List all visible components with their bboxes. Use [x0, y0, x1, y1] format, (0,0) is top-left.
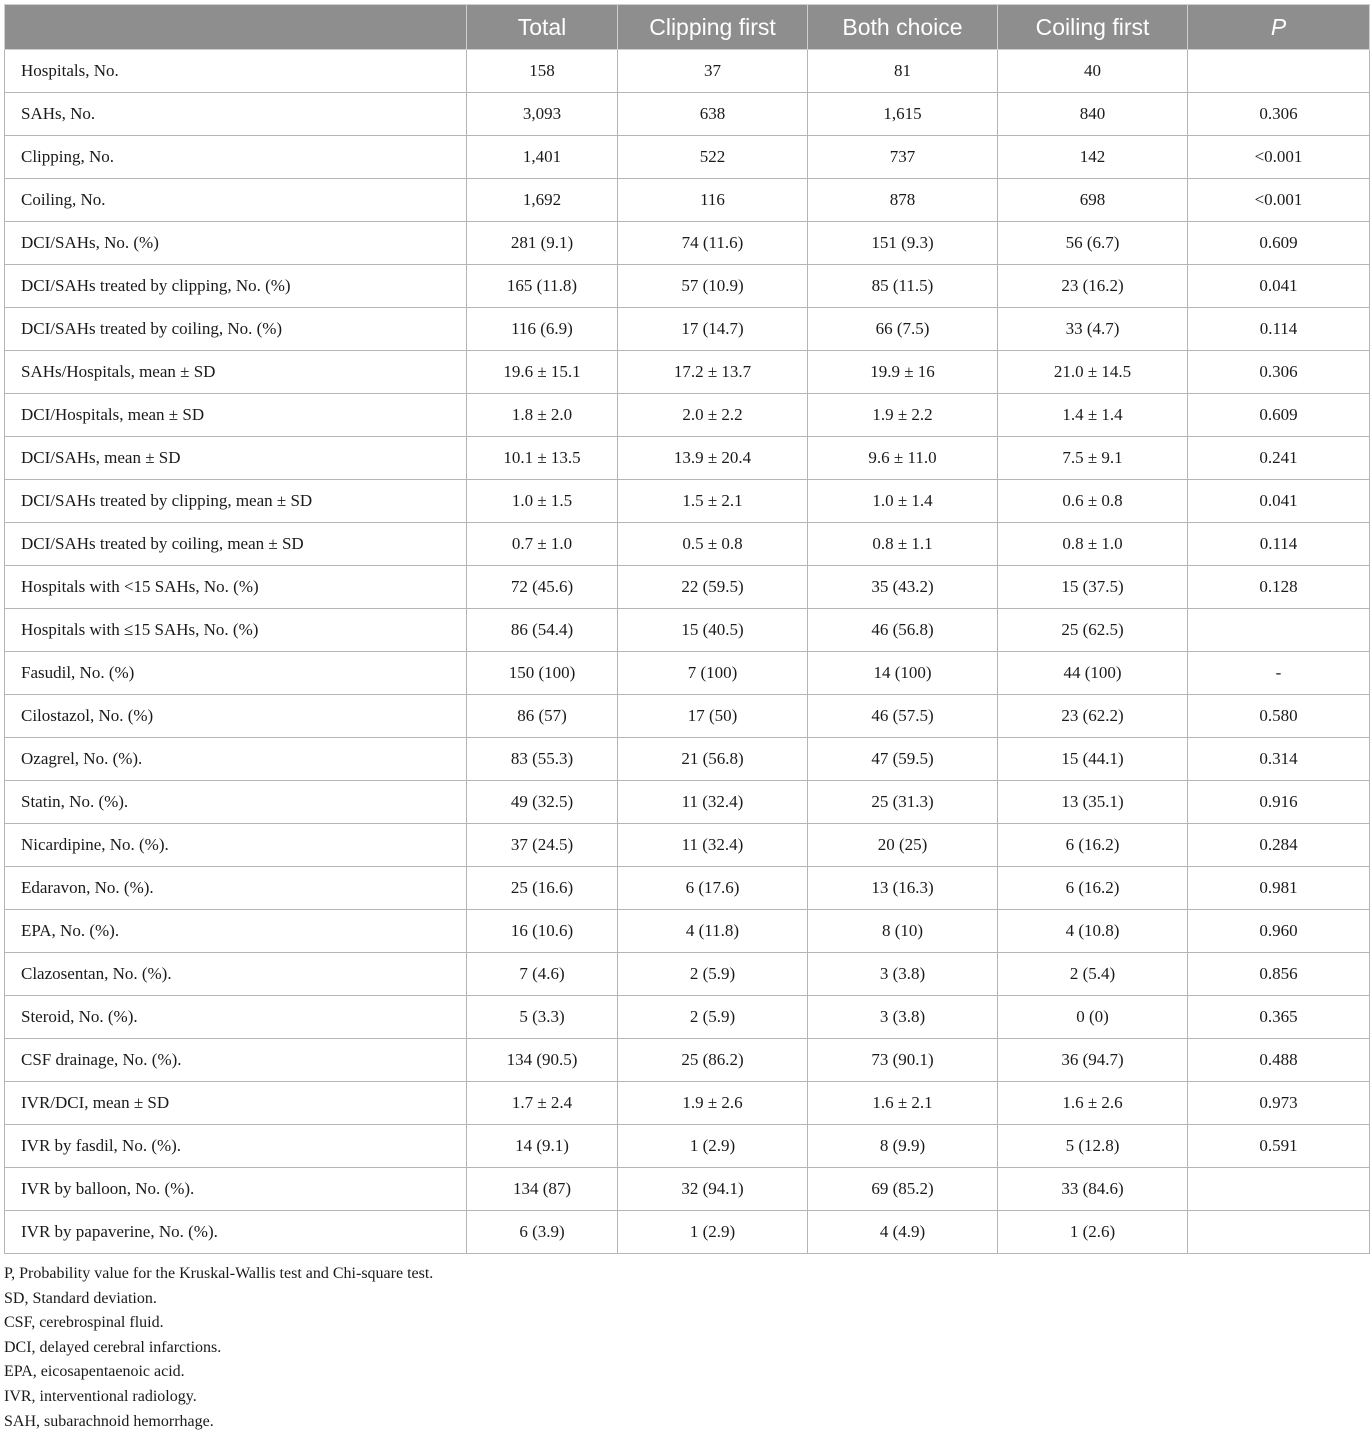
cell-total: 7 (4.6) [467, 953, 618, 996]
cell-clipping-first: 6 (17.6) [618, 867, 808, 910]
cell-total: 281 (9.1) [467, 222, 618, 265]
cell-label: Statin, No. (%). [5, 781, 467, 824]
cell-label: EPA, No. (%). [5, 910, 467, 953]
cell-p-value: 0.609 [1188, 222, 1370, 265]
cell-coiling-first: 36 (94.7) [998, 1039, 1188, 1082]
cell-total: 37 (24.5) [467, 824, 618, 867]
cell-label: Nicardipine, No. (%). [5, 824, 467, 867]
cell-total: 10.1 ± 13.5 [467, 437, 618, 480]
cell-clipping-first: 2 (5.9) [618, 996, 808, 1039]
cell-both-choice: 8 (9.9) [808, 1125, 998, 1168]
cell-label: DCI/SAHs, mean ± SD [5, 437, 467, 480]
cell-clipping-first: 7 (100) [618, 652, 808, 695]
cell-p-value [1188, 1168, 1370, 1211]
table-row [5, 394, 1370, 437]
cell-clipping-first: 22 (59.5) [618, 566, 808, 609]
cell-clipping-first: 638 [618, 93, 808, 136]
cell-label: Steroid, No. (%). [5, 996, 467, 1039]
cell-p-value: 0.981 [1188, 867, 1370, 910]
cell-clipping-first: 1 (2.9) [618, 1125, 808, 1168]
cell-coiling-first: 44 (100) [998, 652, 1188, 695]
cell-coiling-first: 1.4 ± 1.4 [998, 394, 1188, 437]
table-row [5, 910, 1370, 953]
cell-coiling-first: 2 (5.4) [998, 953, 1188, 996]
cell-label: IVR by balloon, No. (%). [5, 1168, 467, 1211]
cell-label: DCI/SAHs treated by clipping, mean ± SD [5, 480, 467, 523]
footnote-line: SD, Standard deviation. [4, 1289, 157, 1307]
cell-label: SAHs/Hospitals, mean ± SD [5, 351, 467, 394]
cell-coiling-first: 142 [998, 136, 1188, 179]
cell-clipping-first: 15 (40.5) [618, 609, 808, 652]
cell-p-value: - [1188, 652, 1370, 695]
cell-clipping-first: 1 (2.9) [618, 1211, 808, 1254]
cell-total: 1.0 ± 1.5 [467, 480, 618, 523]
table-footnotes [4, 1262, 433, 1434]
cell-total: 1.7 ± 2.4 [467, 1082, 618, 1125]
cell-total: 5 (3.3) [467, 996, 618, 1039]
cell-p-value: 0.488 [1188, 1039, 1370, 1082]
footnote-line: SAH, subarachnoid hemorrhage. [4, 1412, 214, 1430]
data-table-container [4, 4, 1369, 1254]
table-body [5, 50, 1370, 1254]
table-header [5, 5, 1370, 50]
cell-both-choice: 69 (85.2) [808, 1168, 998, 1211]
cell-p-value [1188, 609, 1370, 652]
cell-total: 83 (55.3) [467, 738, 618, 781]
table-row [5, 996, 1370, 1039]
table-row [5, 609, 1370, 652]
cell-total: 1.8 ± 2.0 [467, 394, 618, 437]
cell-both-choice: 0.8 ± 1.1 [808, 523, 998, 566]
header-cell-total: Total [467, 5, 618, 50]
cell-total: 3,093 [467, 93, 618, 136]
cell-clipping-first: 37 [618, 50, 808, 93]
cell-total: 0.7 ± 1.0 [467, 523, 618, 566]
table-row [5, 1125, 1370, 1168]
cell-both-choice: 1.0 ± 1.4 [808, 480, 998, 523]
table-row [5, 265, 1370, 308]
cell-p-value: <0.001 [1188, 136, 1370, 179]
cell-coiling-first: 5 (12.8) [998, 1125, 1188, 1168]
cell-clipping-first: 2 (5.9) [618, 953, 808, 996]
cell-both-choice: 81 [808, 50, 998, 93]
cell-clipping-first: 17 (50) [618, 695, 808, 738]
cell-both-choice: 46 (57.5) [808, 695, 998, 738]
cell-coiling-first: 40 [998, 50, 1188, 93]
cell-coiling-first: 13 (35.1) [998, 781, 1188, 824]
cell-label: SAHs, No. [5, 93, 467, 136]
table-row [5, 351, 1370, 394]
cell-clipping-first: 2.0 ± 2.2 [618, 394, 808, 437]
cell-label: CSF drainage, No. (%). [5, 1039, 467, 1082]
cell-label: Hospitals, No. [5, 50, 467, 93]
cell-label: Coiling, No. [5, 179, 467, 222]
cell-clipping-first: 17 (14.7) [618, 308, 808, 351]
footnote-line: P, Probability value for the Kruskal-Wallis test and Chi-square test. [4, 1265, 434, 1282]
cell-both-choice: 13 (16.3) [808, 867, 998, 910]
cell-p-value: 0.580 [1188, 695, 1370, 738]
cell-p-value: 0.114 [1188, 308, 1370, 351]
footnote-line: DCI, delayed cerebral infarctions. [4, 1338, 222, 1356]
cell-clipping-first: 32 (94.1) [618, 1168, 808, 1211]
cell-both-choice: 20 (25) [808, 824, 998, 867]
cell-coiling-first: 698 [998, 179, 1188, 222]
cell-both-choice: 9.6 ± 11.0 [808, 437, 998, 480]
cell-p-value: 0.916 [1188, 781, 1370, 824]
cell-both-choice: 85 (11.5) [808, 265, 998, 308]
cell-clipping-first: 17.2 ± 13.7 [618, 351, 808, 394]
cell-coiling-first: 0.6 ± 0.8 [998, 480, 1188, 523]
table-row [5, 50, 1370, 93]
cell-total: 134 (87) [467, 1168, 618, 1211]
cell-coiling-first: 6 (16.2) [998, 867, 1188, 910]
cell-total: 6 (3.9) [467, 1211, 618, 1254]
table-row [5, 867, 1370, 910]
cell-label: Hospitals with <15 SAHs, No. (%) [5, 566, 467, 609]
cell-p-value: 0.960 [1188, 910, 1370, 953]
table-row [5, 781, 1370, 824]
cell-clipping-first: 21 (56.8) [618, 738, 808, 781]
table-row [5, 437, 1370, 480]
cell-coiling-first: 4 (10.8) [998, 910, 1188, 953]
cell-p-value: 0.314 [1188, 738, 1370, 781]
table-row [5, 738, 1370, 781]
cell-label: IVR by fasdil, No. (%). [5, 1125, 467, 1168]
cell-label: IVR by papaverine, No. (%). [5, 1211, 467, 1254]
cell-label: Clazosentan, No. (%). [5, 953, 467, 996]
cell-coiling-first: 840 [998, 93, 1188, 136]
cell-label: Cilostazol, No. (%) [5, 695, 467, 738]
cell-label: DCI/SAHs, No. (%) [5, 222, 467, 265]
table-row [5, 136, 1370, 179]
cell-p-value: 0.365 [1188, 996, 1370, 1039]
header-cell-clipping-first: Clipping first [618, 5, 808, 50]
cell-total: 14 (9.1) [467, 1125, 618, 1168]
cell-label: DCI/SAHs treated by clipping, No. (%) [5, 265, 467, 308]
cell-coiling-first: 15 (37.5) [998, 566, 1188, 609]
cell-p-value: 0.973 [1188, 1082, 1370, 1125]
header-row [5, 5, 1370, 50]
cell-clipping-first: 116 [618, 179, 808, 222]
header-cell-label [5, 5, 467, 50]
cell-total: 158 [467, 50, 618, 93]
cell-both-choice: 3 (3.8) [808, 996, 998, 1039]
cell-coiling-first: 33 (84.6) [998, 1168, 1188, 1211]
cell-label: DCI/Hospitals, mean ± SD [5, 394, 467, 437]
cell-both-choice: 737 [808, 136, 998, 179]
cell-label: Clipping, No. [5, 136, 467, 179]
cell-both-choice: 47 (59.5) [808, 738, 998, 781]
cell-coiling-first: 15 (44.1) [998, 738, 1188, 781]
table-row [5, 1168, 1370, 1211]
cell-p-value: 0.591 [1188, 1125, 1370, 1168]
cell-total: 19.6 ± 15.1 [467, 351, 618, 394]
cell-coiling-first: 25 (62.5) [998, 609, 1188, 652]
cell-clipping-first: 4 (11.8) [618, 910, 808, 953]
cell-both-choice: 3 (3.8) [808, 953, 998, 996]
cell-label: Edaravon, No. (%). [5, 867, 467, 910]
cell-p-value: 0.241 [1188, 437, 1370, 480]
table-row [5, 523, 1370, 566]
cell-both-choice: 1,615 [808, 93, 998, 136]
cell-coiling-first: 23 (16.2) [998, 265, 1188, 308]
table-row [5, 953, 1370, 996]
data-table [4, 4, 1370, 1254]
cell-total: 150 (100) [467, 652, 618, 695]
cell-p-value: 0.128 [1188, 566, 1370, 609]
cell-p-value: 0.609 [1188, 394, 1370, 437]
cell-both-choice: 4 (4.9) [808, 1211, 998, 1254]
cell-p-value: 0.114 [1188, 523, 1370, 566]
table-row [5, 695, 1370, 738]
cell-p-value: 0.306 [1188, 351, 1370, 394]
cell-total: 86 (57) [467, 695, 618, 738]
cell-both-choice: 66 (7.5) [808, 308, 998, 351]
cell-p-value: 0.284 [1188, 824, 1370, 867]
cell-label: Ozagrel, No. (%). [5, 738, 467, 781]
footnote-line: CSF, cerebrospinal fluid. [4, 1314, 164, 1332]
cell-coiling-first: 0.8 ± 1.0 [998, 523, 1188, 566]
cell-both-choice: 878 [808, 179, 998, 222]
cell-label: DCI/SAHs treated by coiling, mean ± SD [5, 523, 467, 566]
cell-clipping-first: 13.9 ± 20.4 [618, 437, 808, 480]
cell-clipping-first: 522 [618, 136, 808, 179]
cell-both-choice: 1.9 ± 2.2 [808, 394, 998, 437]
cell-both-choice: 46 (56.8) [808, 609, 998, 652]
cell-total: 134 (90.5) [467, 1039, 618, 1082]
footnote-line: IVR, interventional radiology. [4, 1387, 197, 1405]
table-row [5, 652, 1370, 695]
cell-clipping-first: 0.5 ± 0.8 [618, 523, 808, 566]
cell-total: 72 (45.6) [467, 566, 618, 609]
table-row [5, 222, 1370, 265]
footnote-line: EPA, eicosapentaenoic acid. [4, 1363, 185, 1381]
cell-total: 16 (10.6) [467, 910, 618, 953]
cell-total: 25 (16.6) [467, 867, 618, 910]
cell-coiling-first: 33 (4.7) [998, 308, 1188, 351]
cell-both-choice: 8 (10) [808, 910, 998, 953]
header-cell-p-value: P [1188, 5, 1370, 50]
cell-coiling-first: 0 (0) [998, 996, 1188, 1039]
cell-label: Fasudil, No. (%) [5, 652, 467, 695]
cell-coiling-first: 1.6 ± 2.6 [998, 1082, 1188, 1125]
cell-both-choice: 19.9 ± 16 [808, 351, 998, 394]
cell-p-value: 0.041 [1188, 265, 1370, 308]
cell-p-value [1188, 1211, 1370, 1254]
cell-coiling-first: 56 (6.7) [998, 222, 1188, 265]
cell-p-value: 0.856 [1188, 953, 1370, 996]
cell-coiling-first: 7.5 ± 9.1 [998, 437, 1188, 480]
cell-total: 86 (54.4) [467, 609, 618, 652]
cell-p-value: <0.001 [1188, 179, 1370, 222]
cell-label: Hospitals with ≤15 SAHs, No. (%) [5, 609, 467, 652]
cell-coiling-first: 6 (16.2) [998, 824, 1188, 867]
cell-p-value [1188, 50, 1370, 93]
table-row [5, 308, 1370, 351]
cell-both-choice: 151 (9.3) [808, 222, 998, 265]
table-row [5, 1039, 1370, 1082]
cell-both-choice: 14 (100) [808, 652, 998, 695]
cell-coiling-first: 1 (2.6) [998, 1211, 1188, 1254]
cell-coiling-first: 23 (62.2) [998, 695, 1188, 738]
cell-clipping-first: 11 (32.4) [618, 824, 808, 867]
table-row [5, 480, 1370, 523]
header-cell-coiling-first: Coiling first [998, 5, 1188, 50]
table-row [5, 566, 1370, 609]
table-row [5, 179, 1370, 222]
cell-total: 116 (6.9) [467, 308, 618, 351]
cell-clipping-first: 57 (10.9) [618, 265, 808, 308]
table-row [5, 1082, 1370, 1125]
cell-clipping-first: 1.5 ± 2.1 [618, 480, 808, 523]
cell-both-choice: 35 (43.2) [808, 566, 998, 609]
cell-label: IVR/DCI, mean ± SD [5, 1082, 467, 1125]
cell-both-choice: 1.6 ± 2.1 [808, 1082, 998, 1125]
cell-clipping-first: 25 (86.2) [618, 1039, 808, 1082]
cell-clipping-first: 1.9 ± 2.6 [618, 1082, 808, 1125]
cell-both-choice: 73 (90.1) [808, 1039, 998, 1082]
cell-p-value: 0.041 [1188, 480, 1370, 523]
cell-total: 165 (11.8) [467, 265, 618, 308]
table-row [5, 824, 1370, 867]
cell-total: 1,401 [467, 136, 618, 179]
cell-coiling-first: 21.0 ± 14.5 [998, 351, 1188, 394]
cell-label: DCI/SAHs treated by coiling, No. (%) [5, 308, 467, 351]
cell-total: 49 (32.5) [467, 781, 618, 824]
table-row [5, 1211, 1370, 1254]
cell-both-choice: 25 (31.3) [808, 781, 998, 824]
header-cell-both-choice: Both choice [808, 5, 998, 50]
cell-total: 1,692 [467, 179, 618, 222]
cell-clipping-first: 74 (11.6) [618, 222, 808, 265]
cell-p-value: 0.306 [1188, 93, 1370, 136]
table-row [5, 93, 1370, 136]
cell-clipping-first: 11 (32.4) [618, 781, 808, 824]
